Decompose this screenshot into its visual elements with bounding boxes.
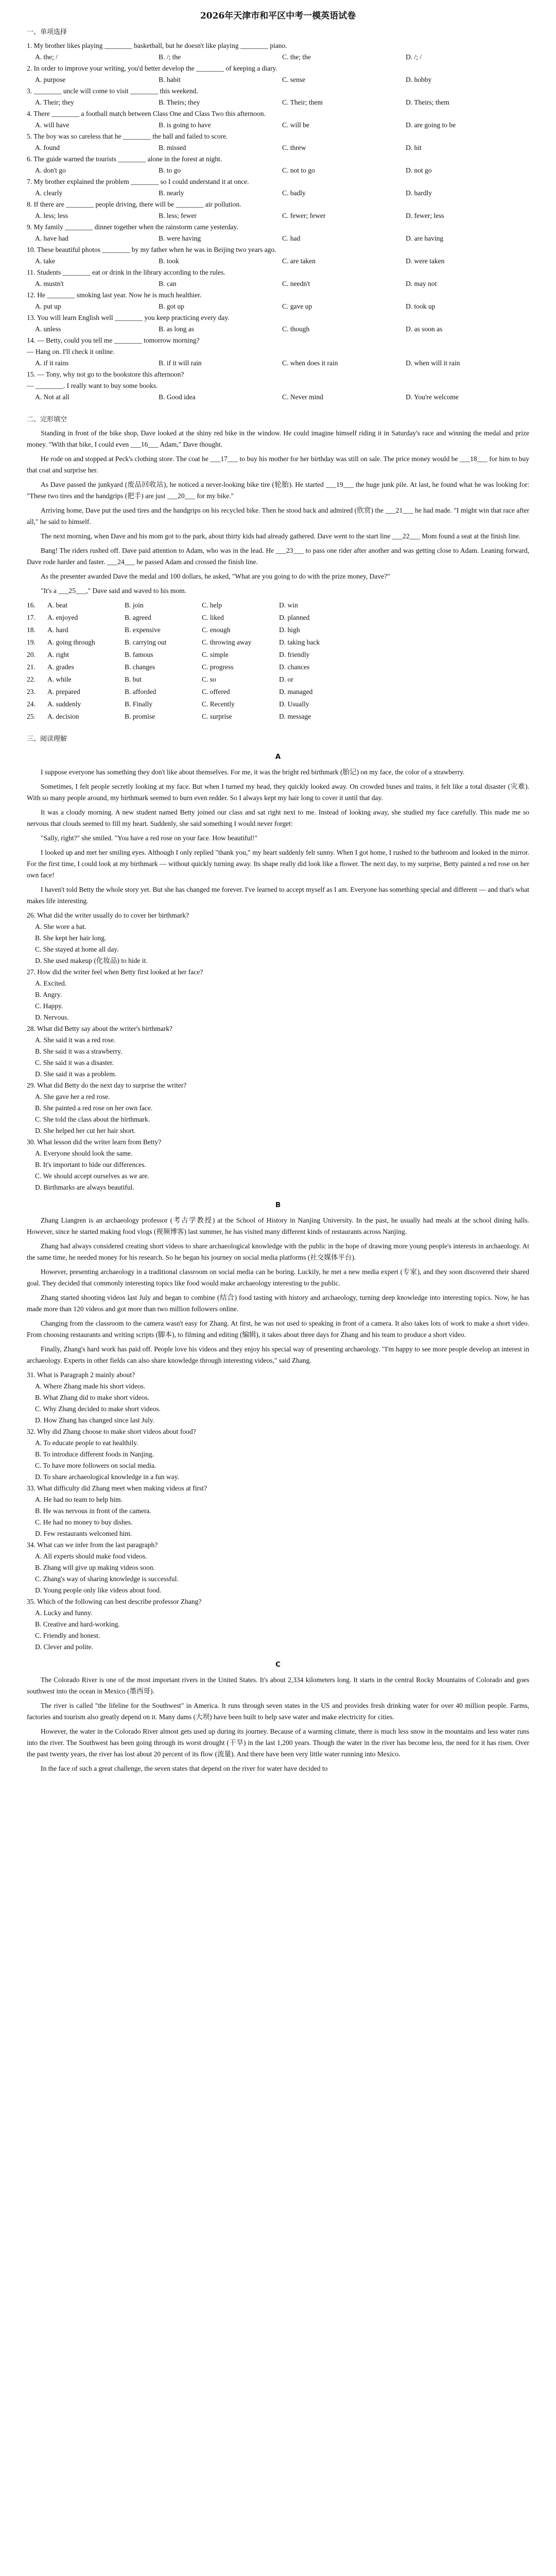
cloze-option[interactable]: D. high: [279, 626, 300, 634]
answer-option[interactable]: C. Why Zhang decided to make short videos.: [35, 1405, 161, 1413]
cloze-number: 25.: [27, 713, 36, 720]
cloze-option[interactable]: D. or: [279, 675, 293, 683]
option-row: [27, 74, 529, 86]
cloze-number: 21.: [27, 663, 36, 671]
answer-option[interactable]: B. Good idea: [159, 393, 196, 401]
passage-paragraph: However, presenting archaeology in a traditional classroom on social media can be boring. Luckily, he met a new media expert (专家), and they soon discovered their shared goal. They decided that commonly interesting topics like food would make archaeology interesting to the public.: [27, 1268, 529, 1287]
cloze-number: 17.: [27, 614, 36, 621]
question-stem: 30. What lesson did the writer learn from Betty?: [27, 1138, 162, 1146]
answer-option[interactable]: B. What Zhang did to make short videos.: [35, 1394, 150, 1401]
cloze-option[interactable]: A. suddenly: [47, 700, 81, 708]
passage-paragraph: Finally, Zhang's hard work has paid off. People love his videos and they enjoy his special way of presenting archaeology. "I'm happy to see more people develop an interest in archaeology. Experts in other fields can also share knowledge through interesting videos," said Zhang.: [27, 1345, 529, 1364]
answer-option[interactable]: B. is going to have: [159, 121, 211, 129]
cloze-option[interactable]: A. going through: [47, 638, 95, 646]
question-stem: 7. My brother explained the problem ________ so I could understand it at once.: [27, 178, 249, 185]
cloze-option[interactable]: B. agreed: [125, 614, 151, 621]
answer-option[interactable]: A. don't go: [35, 166, 66, 174]
answer-option[interactable]: B. Creative and hard-working.: [35, 1620, 120, 1628]
question-stem: 29. What did Betty do the next day to surprise the writer?: [27, 1081, 187, 1089]
question-stem: 12. He ________ smoking last year. Now he is much healthier.: [27, 291, 202, 299]
answer-option[interactable]: A. Everyone should look the same.: [35, 1149, 133, 1157]
answer-option[interactable]: C. He had no money to buy dishes.: [35, 1518, 133, 1526]
cloze-option[interactable]: C. offered: [202, 688, 230, 696]
question-stem: 14. — Betty, could you tell me ________ tomorrow morning?: [27, 336, 200, 344]
answer-option[interactable]: C. when does it rain: [282, 359, 338, 367]
cloze-number: 23.: [27, 688, 36, 696]
answer-option[interactable]: A. She said it was a red rose.: [35, 1036, 116, 1044]
cloze-option[interactable]: C. surprise: [202, 713, 232, 720]
answer-option[interactable]: A. She gave her a red rose.: [35, 1093, 110, 1100]
answer-option[interactable]: B. Theirs; they: [159, 98, 200, 106]
cloze-number: 22.: [27, 675, 36, 683]
answer-option[interactable]: A. To educate people to eat healthily.: [35, 1439, 138, 1447]
answer-option[interactable]: C. She told the class about the birthmark.: [35, 1115, 150, 1123]
answer-option[interactable]: A. the; /: [35, 53, 58, 61]
answer-option[interactable]: A. Not at all: [35, 393, 70, 401]
option-row: [27, 358, 529, 369]
answer-option[interactable]: A. Excited.: [35, 979, 67, 987]
answer-option[interactable]: D. hit: [406, 144, 422, 151]
answer-option[interactable]: D. fewer; less: [406, 212, 444, 219]
answer-option[interactable]: D. She said it was a problem.: [35, 1070, 117, 1078]
cloze-option[interactable]: B. expensive: [125, 626, 161, 634]
cloze-paragraph: The next morning, when Dave and his mom got to the park, about thirty kids had already gathered. Dave went to the start line ___22___ Mom found a seat at the finish line.: [41, 532, 521, 540]
passage-paragraph: I looked up and met her smiling eyes. Although I only replied "thank you," my heart suddenly felt sunny. When I got home, I rushed to the bathroom and looked in the mirror. For the first time, I could look at my birthmark — without quickly turning away. Its shape really did look like a flower. The next day, to my surprise, Betty painted a red rose on her own face!: [27, 849, 529, 879]
cloze-option[interactable]: A. grades: [47, 663, 74, 671]
answer-option[interactable]: B. /; the: [159, 53, 181, 61]
answer-option[interactable]: C. had: [282, 234, 301, 242]
answer-option[interactable]: A. Where Zhang made his short videos.: [35, 1382, 146, 1390]
reading-passage-c: [27, 1674, 529, 1774]
answer-option[interactable]: B. She kept her hair long.: [35, 934, 107, 942]
answer-option[interactable]: C. needn't: [282, 280, 310, 287]
cloze-paragraph: He rode on and stopped at Peck's clothing store. The coat he ___17___ to buy his mother for her birthday was still on sale. The price money would be ___18___ for him to buy that coat and surprise her.: [27, 455, 529, 474]
cloze-number: 18.: [27, 626, 36, 634]
passage-paragraph: However, the water in the Colorado River almost gets used up during its journey. Because of a warming climate, there is much less snow in the mountains and less water runs into the river. The Southwest has been going through its worst drought (干旱) in the last 1,200 years. Though the water in the river has become less, the need for it has risen. Over the past twenty years, the river has lost about 20 percent of its flow (流量). And there have been very little water running into Mexico.: [27, 1727, 529, 1758]
answer-option[interactable]: D. as soon as: [406, 325, 443, 333]
answer-option[interactable]: D. are having: [406, 234, 444, 242]
answer-option[interactable]: A. Their; they: [35, 98, 74, 106]
answer-option[interactable]: C. are taken: [282, 257, 316, 265]
answer-option[interactable]: D. hardly: [406, 189, 432, 197]
answer-option[interactable]: D. not go: [406, 166, 432, 174]
answer-option[interactable]: B. Zhang will give up making videos soon.: [35, 1564, 155, 1571]
cloze-option[interactable]: D. win: [279, 601, 298, 609]
passage-paragraph: Zhang started shooting videos last July and began to combine (结合) food tasting with history and archaeology, turning deep knowledge into interesting topics. Now, he has made more than 120 videos and got more than two million followers online.: [27, 1294, 529, 1313]
question-stem: 11. Students ________ eat or drink in the library according to the rules.: [27, 268, 225, 276]
option-row: [27, 142, 529, 154]
cloze-option[interactable]: B. carrying out: [125, 638, 167, 646]
reading-questions-a: [27, 910, 529, 1193]
cloze-paragraph: Bang! The riders rushed off. Dave paid attention to Adam, who was in the lead. He ___23___ to pass one rider after another and was getting close to Adam. Leaning forward, Dave rode harder and faster. ___24___ he passed Adam and crossed the finish line.: [27, 547, 529, 566]
answer-option[interactable]: D. Theirs; them: [406, 98, 449, 106]
answer-option[interactable]: A. less; less: [35, 212, 68, 219]
reading-passage-a: [27, 767, 529, 907]
question-stem: 35. Which of the following can best describe professor Zhang?: [27, 1598, 202, 1605]
answer-option[interactable]: B. To introduce different foods in Nanjing.: [35, 1450, 154, 1458]
answer-option[interactable]: B. less; fewer: [159, 212, 197, 219]
option-row: [27, 324, 529, 335]
option-row: [27, 392, 529, 403]
answer-option[interactable]: A. She wore a hat.: [35, 923, 86, 930]
cloze-option[interactable]: C. Recently: [202, 700, 235, 708]
question-stem: 5. The boy was so careless that he ________ the ball and failed to score.: [27, 132, 228, 140]
answer-option[interactable]: B. took: [159, 257, 179, 265]
cloze-option[interactable]: D. taking back: [279, 638, 320, 646]
reading-passage-b: [27, 1215, 529, 1366]
passage-paragraph: I suppose everyone has something they don't like about themselves. For me, it was the bright red birthmark (胎记) on my face, the color of a strawberry.: [41, 768, 465, 776]
answer-option[interactable]: D. She helped her cut her hair short.: [35, 1127, 136, 1134]
cloze-option[interactable]: B. famous: [125, 651, 153, 658]
answer-option[interactable]: B. He was nervous in front of the camera.: [35, 1507, 151, 1515]
option-row: [27, 120, 529, 131]
answer-option[interactable]: A. purpose: [35, 76, 66, 83]
answer-option[interactable]: A. All experts should make food videos.: [35, 1552, 147, 1560]
answer-option[interactable]: B. missed: [159, 144, 186, 151]
question-stem: — ________. I really want to buy some books.: [27, 382, 158, 389]
cloze-paragraph: As Dave passed the junkyard (废品回收站), he noticed a never-looking bike tire (轮胎). He started ___19___ the huge junk pile. At last, he found what he was looking for: "These two tires and the handgrips (把手) are just ___20___ for my bike.": [27, 481, 529, 500]
cloze-number: 20.: [27, 651, 36, 658]
option-row: [27, 165, 529, 176]
page-title: 2026年天津市和平区中考一模英语试卷: [200, 11, 356, 21]
answer-option[interactable]: C. the; the: [282, 53, 311, 61]
answer-option[interactable]: D. To share archaeological knowledge in a fun way.: [35, 1473, 179, 1481]
answer-option[interactable]: D. Clever and polite.: [35, 1643, 93, 1651]
option-row: [27, 52, 529, 63]
option-row: [27, 188, 529, 199]
answer-option[interactable]: B. if it will rain: [159, 359, 202, 367]
question-stem: 4. There ________ a football match between Class One and Class Two this afternoon.: [27, 110, 266, 117]
answer-option[interactable]: B. got up: [159, 302, 184, 310]
answer-option[interactable]: C. fewer; fewer: [282, 212, 326, 219]
answer-option[interactable]: C. threw: [282, 144, 306, 151]
answer-option[interactable]: A. clearly: [35, 189, 63, 197]
passage-letter-a: A: [275, 753, 281, 761]
passage-paragraph: I haven't told Betty the whole story yet. But she has changed me forever. I've learned to accept myself as I am. Everyone has something special and different — and that's what makes life interesting.: [27, 886, 529, 905]
section-heading-reading: 三、阅读理解: [27, 735, 67, 743]
answer-option[interactable]: B. She said it was a strawberry.: [35, 1047, 123, 1055]
answer-option[interactable]: B. can: [159, 280, 177, 287]
passage-paragraph: Zhang had always considered creating short videos to share archaeological knowledge with the public in the hope of drawing more young people's interests in archaeology. At the same time, he needed money for his research. So he began his journey on social media platforms (社交媒体平台).: [27, 1242, 529, 1261]
answer-option[interactable]: C. She stayed at home all day.: [35, 945, 119, 953]
answer-option[interactable]: D. were taken: [406, 257, 445, 265]
answer-option[interactable]: A. will have: [35, 121, 70, 129]
answer-option[interactable]: D. took up: [406, 302, 436, 310]
cloze-number: 16.: [27, 601, 36, 609]
cloze-option[interactable]: D. managed: [279, 688, 313, 696]
section-heading-cloze: 二、完形填空: [27, 416, 67, 423]
answer-option[interactable]: B. were having: [159, 234, 201, 242]
question-stem: 9. My family ________ dinner together when the rainstorm came yesterday.: [27, 223, 238, 231]
answer-option[interactable]: C. Zhang's way of sharing knowledge is successful.: [35, 1575, 179, 1583]
answer-option[interactable]: D. hobby: [406, 76, 432, 83]
cloze-option[interactable]: C. help: [202, 601, 222, 609]
cloze-option[interactable]: B. join: [125, 601, 144, 609]
answer-option[interactable]: B. nearly: [159, 189, 184, 197]
option-row: [27, 210, 529, 222]
answer-option[interactable]: C. though: [282, 325, 310, 333]
question-stem: 33. What difficulty did Zhang meet when making videos at first?: [27, 1484, 207, 1492]
question-stem: — Hang on. I'll check it online.: [27, 348, 115, 355]
passage-letter-b: B: [275, 1201, 281, 1209]
cloze-option[interactable]: C. so: [202, 675, 216, 683]
answer-option[interactable]: C. Happy.: [35, 1002, 63, 1010]
question-stem: 15. — Tony, why not go to the bookstore this afternoon?: [27, 370, 184, 378]
passage-paragraph: Zhang Liangren is an archaeology professor (考古学教授) at the School of History in Nanjing University. In the past, he usually had meals at the school dining halls. However, since he started making food vlogs (视频博客) last summer, he has visited many different kinds of restaurants across Nanjing.: [27, 1216, 529, 1235]
answer-option[interactable]: D. Young people only like videos about food.: [35, 1586, 162, 1594]
answer-option[interactable]: A. have had: [35, 234, 68, 242]
cloze-option[interactable]: D. friendly: [279, 651, 310, 658]
option-row: [27, 278, 529, 290]
answer-option[interactable]: B. as long as: [159, 325, 194, 333]
option-row: [27, 97, 529, 108]
cloze-options-table: [27, 600, 529, 722]
answer-option[interactable]: A. take: [35, 257, 55, 265]
passage-paragraph: Sometimes, I felt people secretly looking at my face. But when I turned my head, they quickly looked away. On crowded buses and trains, it felt like a total disaster (灾难). With so many people around, my birthmark seemed to burn even redder. So I always kept my hair long to cover it until that day.: [27, 783, 529, 802]
answer-option[interactable]: C. will be: [282, 121, 309, 129]
cloze-option[interactable]: C. throwing away: [202, 638, 252, 646]
answer-option[interactable]: B. It's important to hide our differences.: [35, 1161, 146, 1168]
cloze-option[interactable]: C. liked: [202, 614, 224, 621]
cloze-option[interactable]: C. progress: [202, 663, 234, 671]
cloze-option[interactable]: B. afforded: [125, 688, 157, 696]
answer-option[interactable]: D. may not: [406, 280, 437, 287]
cloze-option[interactable]: D. Usually: [279, 700, 309, 708]
cloze-number: 24.: [27, 700, 36, 708]
answer-option[interactable]: B. Angry.: [35, 991, 62, 998]
answer-option[interactable]: D. How Zhang has changed since last July.: [35, 1416, 154, 1424]
answer-option[interactable]: C. We should accept ourselves as we are.: [35, 1172, 149, 1180]
section-heading-single-choice: 一、单项选择: [27, 28, 67, 36]
cloze-passage: [27, 428, 529, 597]
passage-letter-c: C: [275, 1660, 281, 1669]
cloze-option[interactable]: B. Finally: [125, 700, 153, 708]
question-stem: 27. How did the writer feel when Betty first looked at her face?: [27, 968, 203, 976]
answer-option[interactable]: A. He had no team to help him.: [35, 1496, 123, 1503]
answer-option[interactable]: D. You're welcome: [406, 393, 459, 401]
answer-option[interactable]: D. Birthmarks are always beautiful.: [35, 1183, 134, 1191]
option-row: [27, 233, 529, 244]
answer-option[interactable]: C. gave up: [282, 302, 312, 310]
question-stem: 28. What did Betty say about the writer's birthmark?: [27, 1025, 172, 1032]
question-stem: 32. Why did Zhang choose to make short videos about food?: [27, 1428, 196, 1435]
question-stem: 26. What did the writer usually do to cover her birthmark?: [27, 911, 189, 919]
cloze-option[interactable]: A. enjoyed: [47, 614, 78, 621]
cloze-paragraph: As the presenter awarded Dave the medal and 100 dollars, he asked, "What are you going to do with the prize money, Dave?": [41, 572, 390, 580]
answer-option[interactable]: A. Lucky and funny.: [35, 1609, 93, 1617]
answer-option[interactable]: C. Their; them: [282, 98, 323, 106]
answer-option[interactable]: A. mustn't: [35, 280, 64, 287]
passage-paragraph: In the face of such a great challenge, the seven states that depend on the river for water have decided to: [41, 1765, 328, 1772]
reading-questions-b: [27, 1369, 529, 1653]
cloze-option[interactable]: A. hard: [47, 626, 68, 634]
question-stem: 10. These beautiful photos ________ by my father when he was in Beijing two years ago.: [27, 246, 276, 253]
answer-option[interactable]: D. /; /: [406, 53, 422, 61]
question-stem: 31. What is Paragraph 2 mainly about?: [27, 1371, 135, 1379]
answer-option[interactable]: A. put up: [35, 302, 61, 310]
answer-option[interactable]: B. habit: [159, 76, 181, 83]
cloze-option[interactable]: C. simple: [202, 651, 229, 658]
passage-paragraph: "Sally, right?" she smiled. "You have a red rose on your face. How beautiful!": [41, 834, 257, 842]
question-stem: 1. My brother likes playing ________ basketball, but he doesn't like playing ________ piano.: [27, 42, 287, 49]
passage-paragraph: Changing from the classroom to the camera wasn't easy for Zhang. At first, he was not used to speaking in front of a camera. It also takes lots of work to make a short video. From choosing restaurants and writing scripts (脚本), to filming and editing (编辑), it takes about three days for Zhang and his team to produce a short video.: [27, 1319, 529, 1338]
answer-option[interactable]: A. unless: [35, 325, 61, 333]
cloze-option[interactable]: C. enough: [202, 626, 231, 634]
answer-option[interactable]: D. are going to be: [406, 121, 456, 129]
answer-option[interactable]: C. To have more followers on social media.: [35, 1462, 157, 1469]
answer-option[interactable]: C. Friendly and honest.: [35, 1632, 100, 1639]
cloze-paragraph: Standing in front of the bike shop, Dave looked at the shiny red bike in the window. He could imagine himself riding it in Saturday's race and winning the medal and prize money. "With that bike, I could even ___16___ Adam," Dave thought.: [27, 429, 529, 448]
question-stem: 13. You will learn English well ________ you keep practicing every day.: [27, 314, 230, 321]
answer-option[interactable]: C. badly: [282, 189, 306, 197]
question-stem: 2. In order to improve your writing, you'd better develop the ________ of keeping a diary.: [27, 64, 277, 72]
cloze-option[interactable]: B. but: [125, 675, 142, 683]
answer-option[interactable]: C. She said it was a disaster.: [35, 1059, 114, 1066]
passage-paragraph: The Colorado River is one of the most important rivers in the United States. It's about 2,334 kilometers long. It starts in the central Rocky Mountains of Colorado and goes southwest into the ocean in Mexico (墨西哥).: [27, 1676, 529, 1695]
cloze-paragraph: Arriving home, Dave put the used tires and the handgrips on his recycled bike. Then he stood back and admired (欣赏) the ___21___ he had made. "I might win that race after all," he said to himself.: [27, 506, 529, 526]
cloze-option[interactable]: D. chances: [279, 663, 310, 671]
option-row: [27, 256, 529, 267]
question-stem: 34. What can we infer from the last paragraph?: [27, 1541, 158, 1549]
question-stem: 6. The guide warned the tourists ________ alone in the forest at night.: [27, 155, 222, 163]
answer-option[interactable]: C. sense: [282, 76, 305, 83]
single-choice-list: [27, 40, 529, 403]
answer-option[interactable]: C. Never mind: [282, 393, 323, 401]
cloze-option[interactable]: A. while: [47, 675, 72, 683]
cloze-option[interactable]: B. promise: [125, 713, 155, 720]
answer-option[interactable]: D. Few restaurants welcomed him.: [35, 1530, 132, 1537]
question-stem: 3. ________ uncle will come to visit ________ this weekend.: [27, 87, 198, 95]
answer-option[interactable]: B. to go: [159, 166, 181, 174]
cloze-option[interactable]: B. changes: [125, 663, 155, 671]
cloze-option[interactable]: D. planned: [279, 614, 310, 621]
cloze-option[interactable]: D. message: [279, 713, 311, 720]
answer-option[interactable]: C. not to go: [282, 166, 315, 174]
cloze-paragraph: "It's a ___25___," Dave said and waved to his mom.: [41, 587, 187, 595]
cloze-option[interactable]: A. prepared: [47, 688, 80, 696]
passage-paragraph: It was a cloudy morning. A new student named Betty joined our class and sat right next to me. Instead of looking away, she studied my face carefully. This made me so nervous that clouds seemed to fill my heart. Suddenly, she said something I would never forget:: [27, 808, 529, 827]
answer-option[interactable]: D. She used makeup (化妆品) to hide it.: [35, 957, 148, 964]
answer-option[interactable]: A. found: [35, 144, 60, 151]
question-stem: 8. If there are ________ people driving, there will be ________ air pollution.: [27, 200, 241, 208]
answer-option[interactable]: D. Nervous.: [35, 1013, 69, 1021]
cloze-option[interactable]: A. right: [47, 651, 69, 658]
option-row: [27, 301, 529, 312]
answer-option[interactable]: A. if it rains: [35, 359, 69, 367]
cloze-option[interactable]: A. beat: [47, 601, 67, 609]
answer-option[interactable]: B. She painted a red rose on her own face.: [35, 1104, 153, 1112]
cloze-number: 19.: [27, 638, 36, 646]
cloze-option[interactable]: A. decision: [47, 713, 79, 720]
answer-option[interactable]: D. when will it rain: [406, 359, 460, 367]
passage-paragraph: The river is called "the lifeline for the Southwest" in America. It runs through seven states in the US and provides fresh drinking water for over 40 million people. Farms, factories and tourism also greatly depend on it. Many dams (大坝) have been built to help save water and make electricity for cities.: [27, 1702, 529, 1721]
